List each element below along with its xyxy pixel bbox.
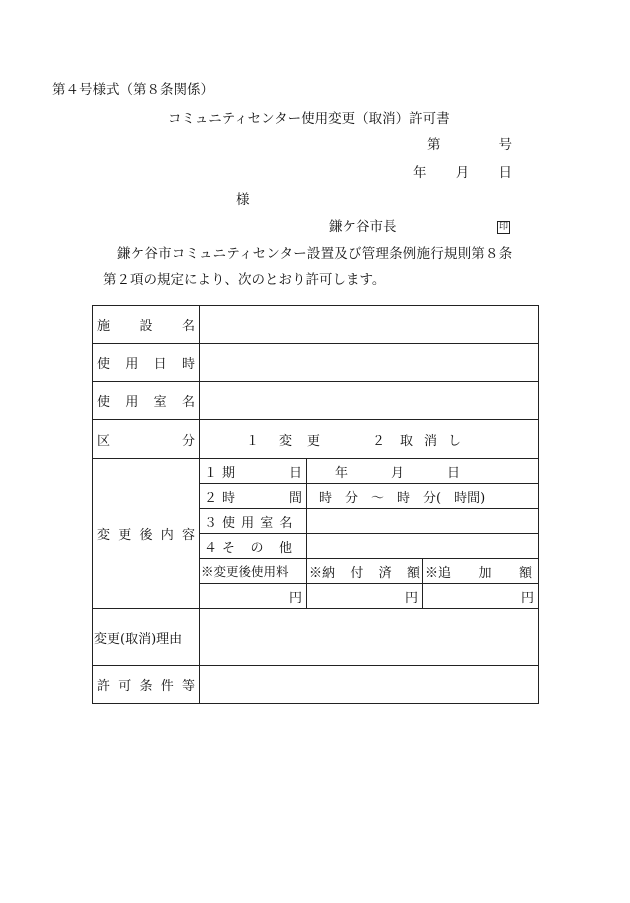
change-other-label: ４ そ の 他 [200,534,307,559]
fee-additional-field[interactable]: 円 [423,584,539,609]
change-content-label: 変 更 後 内 容 [93,459,200,609]
row-facility [93,306,539,344]
change-time-field[interactable]: 時 分 ～ 時 分( 時間) [307,484,539,509]
row-reason [93,609,539,666]
body-text-line-2: 第２項の規定により、次のとおり許可します。 [103,272,386,288]
row-room [93,382,539,420]
use-datetime-label: 使 用 日 時 [93,344,200,382]
fee-after-change-header: ※変更後使用料 [200,559,307,584]
row-use-datetime [93,344,539,382]
change-date-label: １ 期 日 [200,459,307,484]
fee-paid-header: ※納 付 済 額 [307,559,423,584]
seal-icon: 印 [498,222,508,232]
facility-field[interactable] [200,306,539,344]
change-room-field[interactable] [307,509,539,534]
date-day: 日 [498,165,512,181]
category-label: 区 分 [93,420,200,459]
change-other-field[interactable] [307,534,539,559]
issuer: 鎌ケ谷市長 [329,219,397,235]
fee-additional-header: ※追 加 額 [423,559,539,584]
category-field[interactable] [200,420,539,459]
date-year: 年 [413,165,427,181]
seal-mark [497,217,510,234]
fee-after-change-field[interactable]: 円 [200,584,307,609]
change-room-label: ３ 使 用 室 名 [200,509,307,534]
conditions-field[interactable] [200,666,539,704]
issue-date [413,161,512,181]
use-datetime-field[interactable] [200,344,539,382]
category-option-cancel[interactable]: ２ 取 消 し [372,433,462,449]
facility-label: 施 設 名 [93,306,200,344]
room-label: 使 用 室 名 [93,382,200,420]
doc-no-suffix: 号 [498,137,512,153]
date-month: 月 [455,165,470,181]
permit-table [92,305,539,704]
reason-field[interactable] [200,609,539,666]
row-change-date [93,459,539,484]
fee-paid-field[interactable]: 円 [307,584,423,609]
change-time-label: ２ 時 間 [200,484,307,509]
document-number [427,133,512,153]
row-conditions [93,666,539,704]
change-date-field[interactable]: 年 月 日 [307,459,539,484]
addressee-suffix: 様 [236,192,250,208]
category-option-change[interactable]: １ 変 更 [246,433,321,449]
reason-label: 変更(取消)理由 [93,609,200,666]
room-field[interactable] [200,382,539,420]
doc-no-prefix: 第 [427,137,441,153]
form-number: 第４号様式（第８条関係） [52,82,214,98]
document-title: コミュニティセンター使用変更（取消）許可書 [168,111,450,127]
conditions-label: 許 可 条 件 等 [93,666,200,704]
row-category [93,420,539,459]
body-text-line-1: 鎌ケ谷市コミュニティセンター設置及び管理条例施行規則第８条 [117,246,513,262]
